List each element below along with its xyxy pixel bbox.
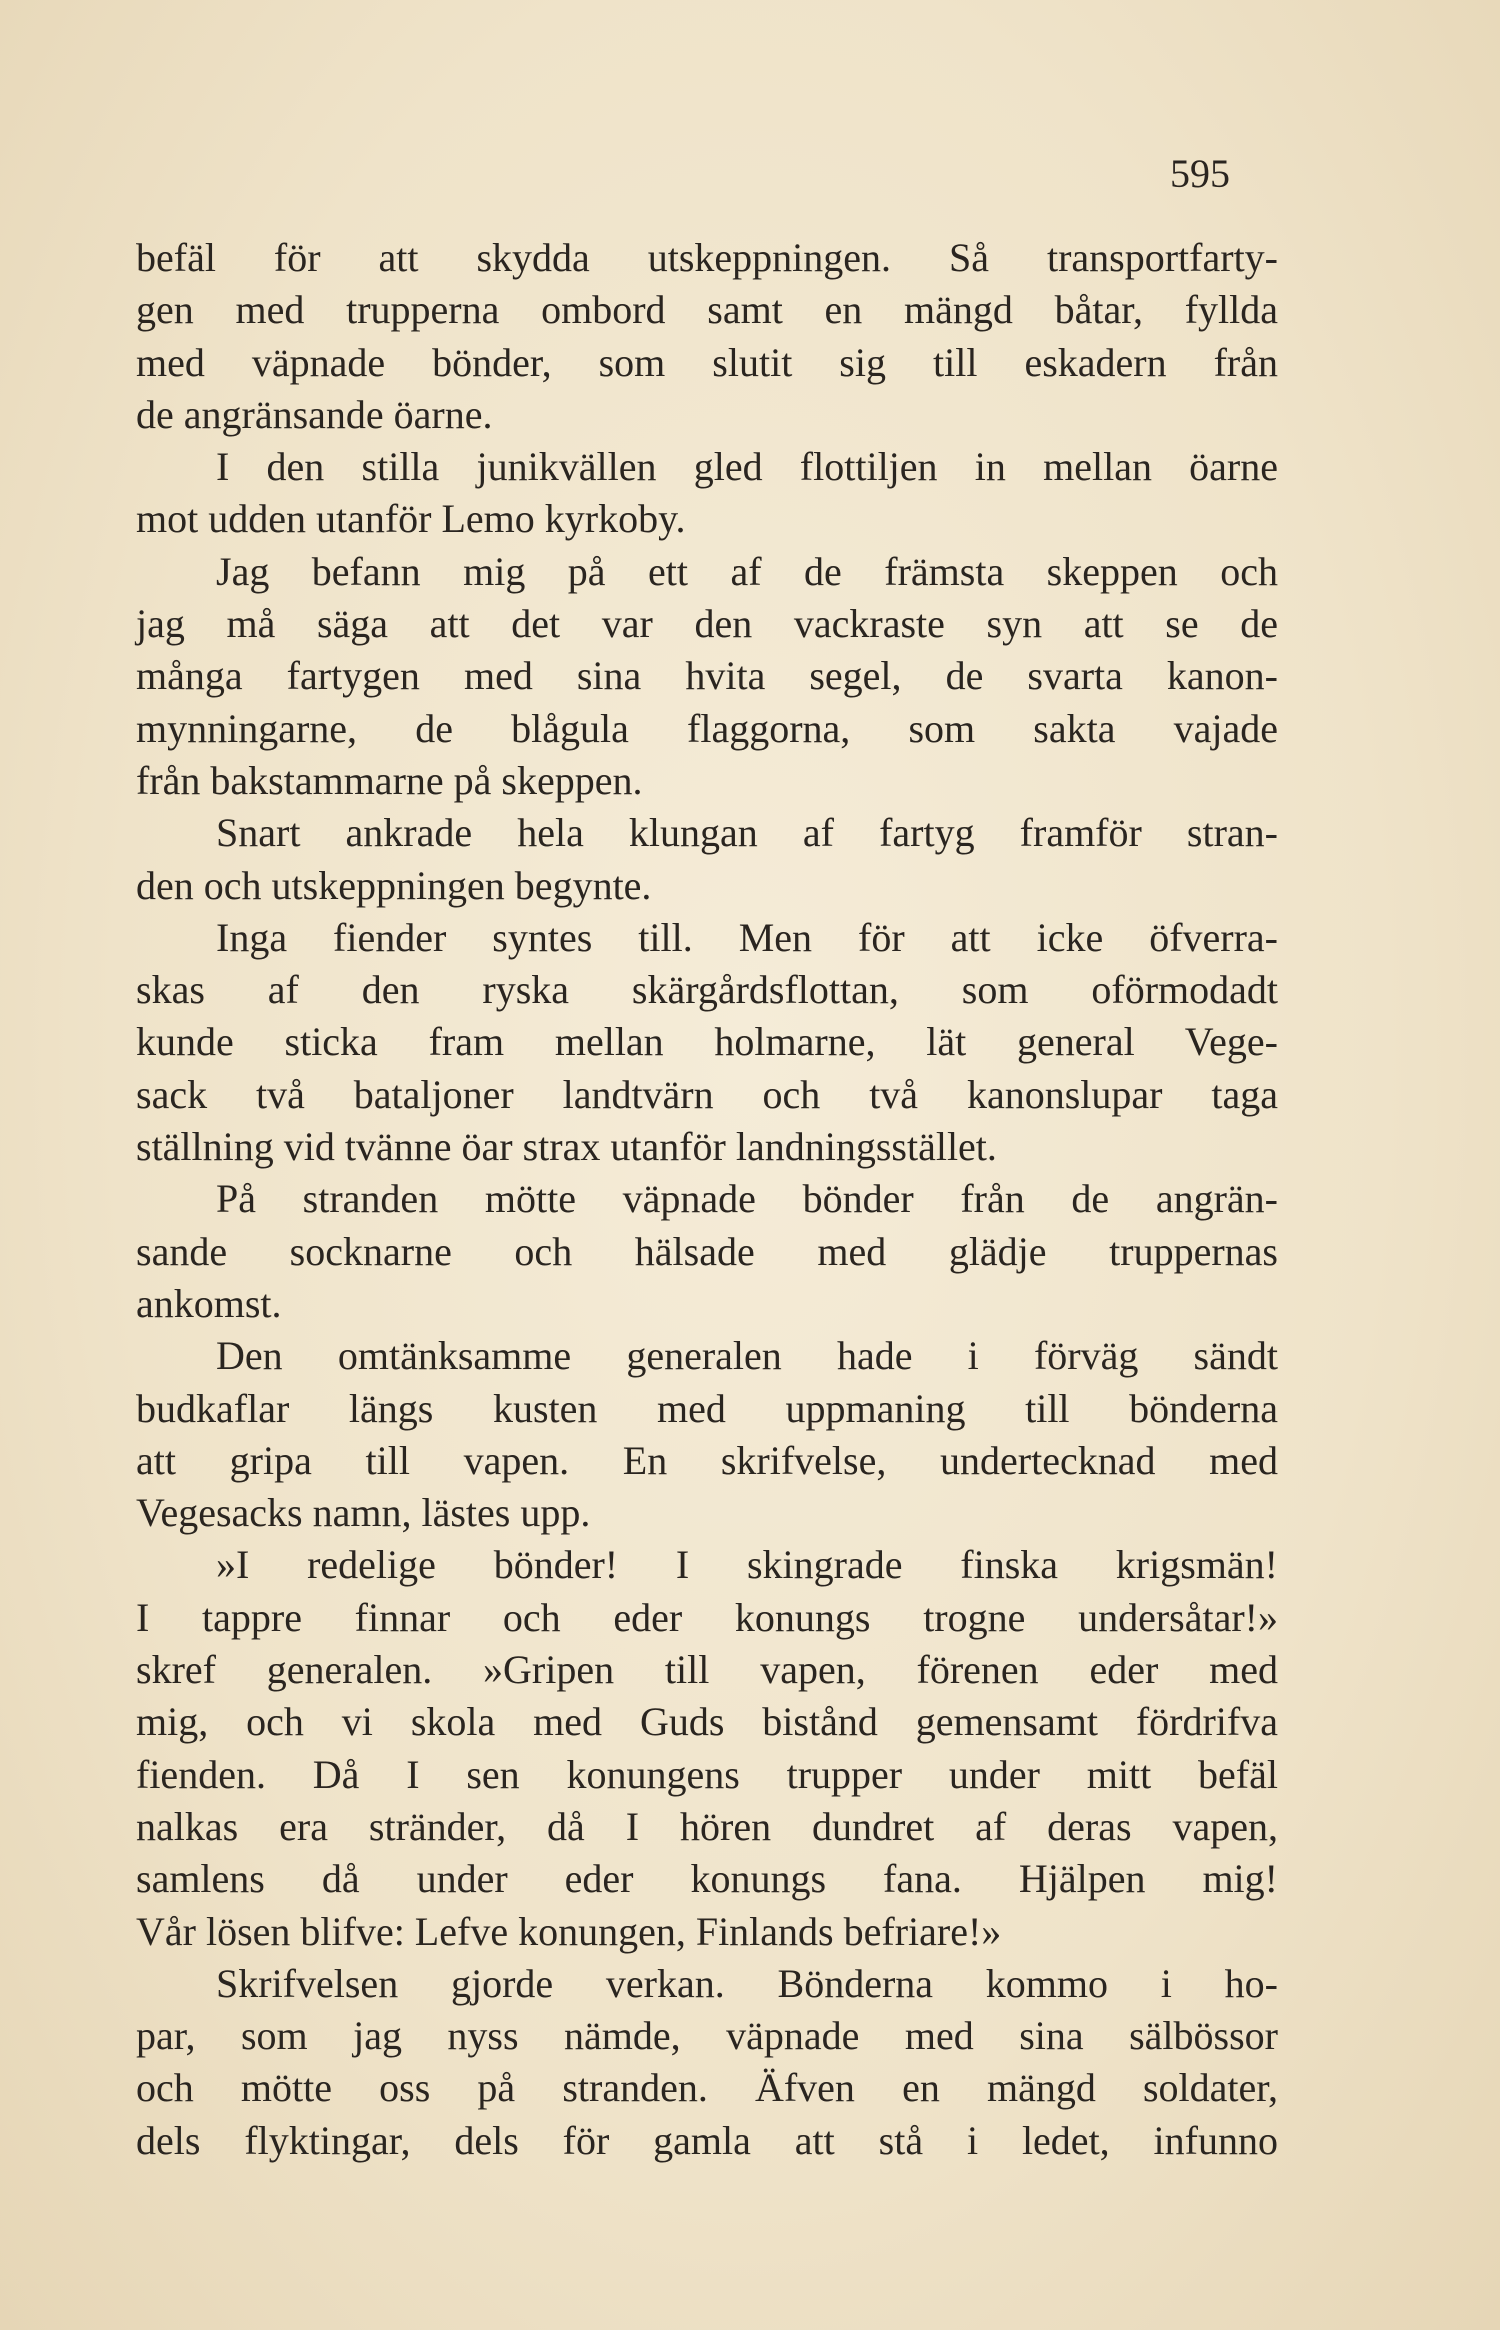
text-line: jag må säga att det var den vackraste syn att se de	[136, 601, 1278, 647]
text-line: »I redelige bönder! I skingrade finska krigsmän!	[216, 1542, 1278, 1588]
text-line: samlens då under eder konungs fana. Hjälpen mig!	[136, 1856, 1278, 1902]
text-line: de angränsande öarne.	[136, 391, 493, 437]
text-line: och mötte oss på stranden. Äfven en mängd soldater,	[136, 2065, 1278, 2111]
page-number: 595	[1170, 151, 1230, 196]
text-line: sande socknarne och hälsade med glädje truppernas	[136, 1228, 1278, 1274]
text-line: Skrifvelsen gjorde verkan. Bönderna kommo i ho-	[216, 1960, 1278, 2006]
text-line: I den stilla junikvällen gled flottiljen in mellan öarne	[216, 444, 1278, 490]
text-line: skref generalen. »Gripen till vapen, förenen eder med	[136, 1647, 1278, 1693]
text-line: Jag befann mig på ett af de främsta skeppen och	[216, 548, 1278, 594]
text-line: sack två bataljoner landtvärn och två kanonslupar taga	[136, 1071, 1278, 1117]
text-line: Snart ankrade hela klungan af fartyg framför stran-	[216, 810, 1278, 856]
text-line: skas af den ryska skärgårdsflottan, som oförmodadt	[136, 967, 1278, 1013]
text-line: ställning vid tvänne öar strax utanför landningsstället.	[136, 1124, 997, 1170]
text-line: Den omtänksamme generalen hade i förväg sändt	[216, 1333, 1278, 1379]
text-line: På stranden mötte väpnade bönder från de angrän-	[216, 1176, 1278, 1222]
text-line: mot udden utanför Lemo kyrkoby.	[136, 496, 686, 542]
text-line: från bakstammarne på skeppen.	[136, 757, 643, 803]
text-line: Vår lösen blifve: Lefve konungen, Finlands befriare!»	[136, 1908, 1002, 1954]
text-line: med väpnade bönder, som slutit sig till eskadern från	[136, 339, 1278, 385]
text-line: fienden. Då I sen konungens trupper under mitt befäl	[136, 1751, 1278, 1797]
text-line: nalkas era stränder, då I hören dundret af deras vapen,	[136, 1803, 1278, 1849]
text-line: många fartygen med sina hvita segel, de svarta kanon-	[136, 653, 1278, 699]
text-line: par, som jag nyss nämde, väpnade med sina sälbössor	[136, 2013, 1278, 2059]
text-line: budkaflar längs kusten med uppmaning till bönderna	[136, 1385, 1278, 1431]
body-text	[136, 232, 1278, 2167]
text-line: mig, och vi skola med Guds bistånd gemensamt fördrifva	[136, 1699, 1278, 1745]
text-line: dels flyktingar, dels för gamla att stå i ledet, infunno	[136, 2117, 1278, 2163]
text-line: den och utskeppningen begynte.	[136, 862, 652, 908]
text-line: mynningarne, de blågula flaggorna, som sakta vajade	[136, 705, 1278, 751]
text-line: att gripa till vapen. En skrifvelse, undertecknad med	[136, 1437, 1278, 1483]
text-line: I tappre finnar och eder konungs trogne undersåtar!»	[136, 1594, 1278, 1640]
text-line: ankomst.	[136, 1280, 282, 1326]
text-line: befäl för att skydda utskeppningen. Så transportfarty-	[136, 235, 1278, 280]
text-line: Vegesacks namn, lästes upp.	[136, 1490, 591, 1536]
text-line: Inga fiender syntes till. Men för att icke öfverra-	[216, 914, 1278, 960]
text-line: gen med trupperna ombord samt en mängd båtar, fyllda	[136, 287, 1278, 333]
text-line: kunde sticka fram mellan holmarne, lät general Vege-	[136, 1019, 1278, 1065]
